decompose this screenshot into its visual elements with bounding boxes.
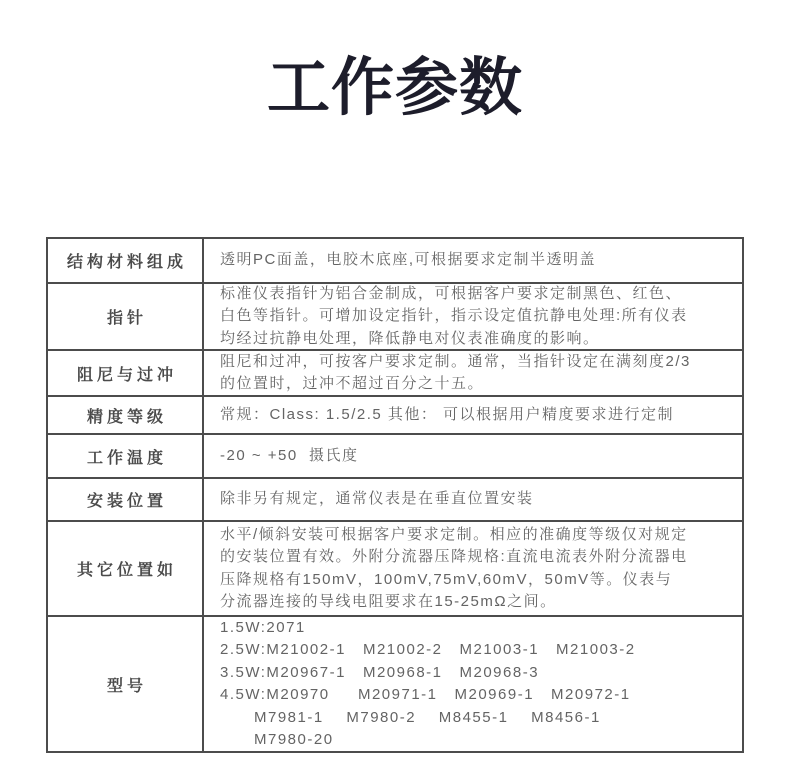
spec-page (0, 52, 790, 777)
value-line: 均经过抗静电处理，降低静电对仪表准确度的影响。 (220, 329, 600, 347)
table-row (48, 435, 742, 479)
value-line: 3.5W:M20967-1 M20968-1 M20968-3 (220, 663, 540, 681)
table-row (48, 479, 742, 522)
row-label: 指针 (48, 284, 204, 349)
value-line: 常规：Class: 1.5/2.5 其他： 可以根据用户精度要求进行定制 (220, 405, 675, 423)
table-row (48, 284, 742, 351)
row-label: 工作温度 (48, 435, 204, 477)
row-label: 结构材料组成 (48, 239, 204, 282)
value-line: 压降规格有150mV，100mV,75mV,60mV，50mV等。仪表与 (220, 570, 673, 588)
row-value (204, 479, 742, 520)
row-label: 阻尼与过冲 (48, 351, 204, 395)
row-value (204, 522, 742, 615)
value-line: 的位置时，过冲不超过百分之十五。 (220, 375, 485, 392)
value-line: 2.5W:M21002-1 M21002-2 M21003-1 M21003-2 (220, 641, 636, 658)
table-row (48, 351, 742, 397)
table-row (48, 617, 742, 751)
value-line: 1.5W:2071 (220, 618, 306, 636)
table-row (48, 522, 742, 617)
value-line: 的安装位置有效。外附分流器压降规格:直流电流表外附分流器电 (220, 548, 688, 565)
row-value (204, 239, 742, 282)
value-line: 分流器连接的导线电阻要求在15-25mΩ之间。 (220, 593, 557, 610)
value-line: M7981-1 M7980-2 M8455-1 M8456-1 (220, 708, 601, 726)
value-line: 透明PC面盖，电胶木底座,可根据要求定制半透明盖 (220, 251, 597, 269)
row-value (204, 617, 742, 751)
row-label: 精度等级 (48, 397, 204, 433)
row-label: 其它位置如 (48, 522, 204, 615)
value-line: M7980-20 (220, 731, 334, 748)
value-line: 标准仪表指针为铝合金制成，可根据客户要求定制黑色、红色、 (220, 284, 683, 302)
row-value (204, 397, 742, 433)
value-line: 4.5W:M20970 M20971-1 M20969-1 M20972-1 (220, 686, 631, 703)
page-title: 工作参数 (267, 53, 523, 123)
row-value (204, 284, 742, 349)
row-value (204, 351, 742, 395)
value-line: 水平/倾斜安装可根据客户要求定制。相应的准确度等级仅对规定 (220, 525, 688, 543)
value-line: 阻尼和过冲，可按客户要求定制。通常，当指针设定在满刻度2/3 (220, 352, 691, 370)
value-line: -20 ~ +50 摄氏度 (220, 446, 359, 464)
row-label: 型号 (48, 617, 204, 751)
table-row (48, 239, 742, 284)
row-value (204, 435, 742, 477)
value-line: 白色等指针。可增加设定指针，指示设定值抗静电处理:所有仪表 (220, 307, 688, 325)
spec-table (46, 237, 744, 753)
table-row (48, 397, 742, 435)
value-line: 除非另有规定，通常仪表是在垂直位置安装 (220, 490, 534, 508)
row-label: 安装位置 (48, 479, 204, 520)
